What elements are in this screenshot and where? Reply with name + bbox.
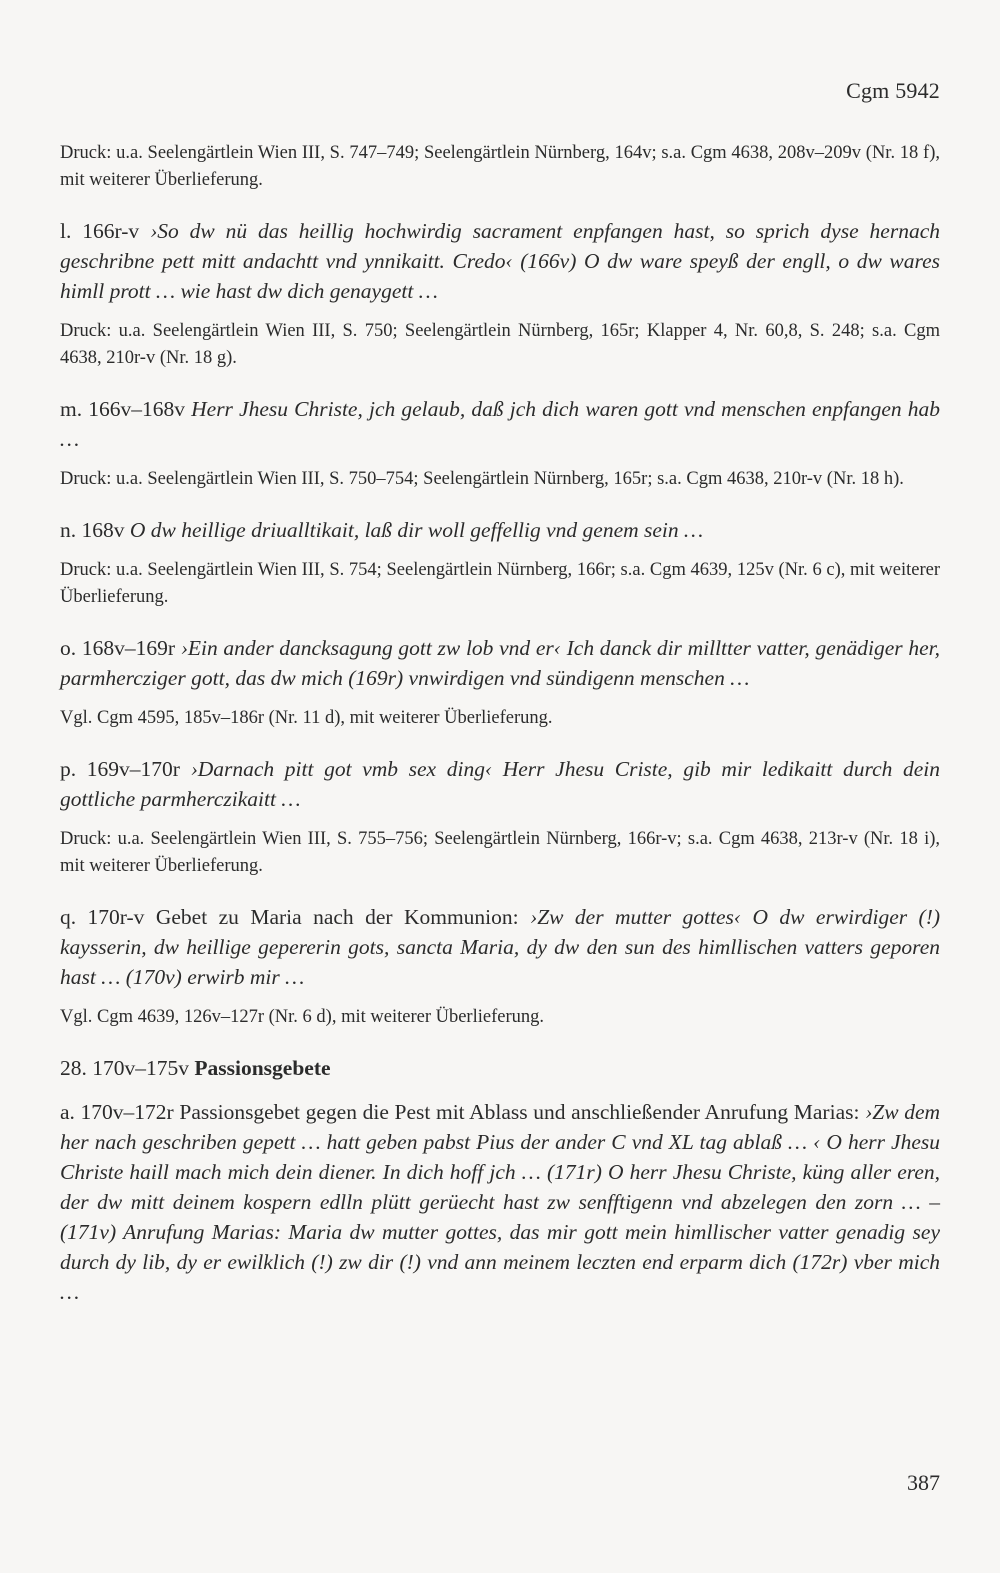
section-title: Passionsgebete [194, 1056, 331, 1080]
catalog-entries [60, 140, 940, 1319]
print-reference-note: Druck: u.a. Seelengärtlein Wien III, S. 750; Seelengärtlein Nürnberg, 165r; Klapper 4, Nr. 60,8, S. 248; s.a. Cgm 4638, 210r-v (Nr. 18 g). [60, 321, 940, 368]
comparison-note: Vgl. Cgm 4639, 126v–127r (Nr. 6 d), mit weiterer Überlieferung. [60, 1007, 544, 1027]
print-reference-note: Druck: u.a. Seelengärtlein Wien III, S. 754; Seelengärtlein Nürnberg, 166r; s.a. Cgm 4639, 125v (Nr. 6 c), mit weiterer Überlieferung. [60, 560, 940, 607]
prayer-entry-l [60, 216, 940, 306]
entry-incipit: O dw heillige driualltikait, laß dir woll geffellig vnd genem sein … [129, 518, 704, 542]
entry-label: a. 170v–172r [60, 1100, 174, 1124]
entry-label: o. 168v–169r [60, 636, 175, 660]
prayer-entry-p [60, 754, 940, 814]
page [60, 0, 940, 1573]
entry-description: Gebet zu Maria nach der Kommunion: [155, 905, 519, 929]
section-heading [60, 1053, 940, 1083]
running-head-shelfmark: Cgm 5942 [846, 78, 940, 103]
comparison-note: Vgl. Cgm 4595, 185v–186r (Nr. 11 d), mit weiterer Überlieferung. [60, 708, 553, 728]
entry-incipit: ›Ein ander dancksagung gott zw lob vnd er‹ Ich danck dir milltter vatter, genädiger her, parmhercziger gott, das dw mich (169r) vnwirdigen vnd sündigenn menschen … [60, 636, 940, 690]
print-reference-note: Druck: u.a. Seelengärtlein Wien III, S. 747–749; Seelengärtlein Nürnberg, 164v; s.a. Cgm 4638, 208v–209v (Nr. 18 f), mit weiterer Überlieferung. [60, 143, 940, 190]
prayer-entry-q [60, 902, 940, 992]
entry-incipit: ›Zw der mutter gottes‹ O dw erwirdiger (!) kaysserin, dw heillige gepererin gots, sancta Maria, dy dw den sun des himllischen vatters geporen hast … (170v) erwirb mir … [60, 905, 941, 989]
entry-description: Passionsgebet gegen die Pest mit Ablass und anschließender Anrufung Marias: [179, 1100, 860, 1124]
entry-label: p. 169v–170r [60, 757, 180, 781]
entry-label: n. 168v [60, 518, 125, 542]
entry-incipit: ›So dw nü das heillig hochwirdig sacrament enpfangen hast, so sprich dyse hernach geschribne pett mitt andachtt vnd ynnikaitt. Credo‹ (166v) O dw ware speyß der engll, o dw wares himll prott … wie hast dw dich genaygett … [60, 219, 940, 303]
prayer-entry-o [60, 633, 940, 693]
prayer-entry-a [60, 1097, 940, 1307]
entry-label: q. 170r-v [60, 905, 145, 929]
entry-incipit: ›Zw dem her nach geschriben gepett … hatt geben pabst Pius der ander C vnd XL tag ablaß … ‹ O herr Jhesu Christe haill mach mich dein diener. In dich hoff jch … (171r) O herr Jhesu Christe, küng aller eren, der dw mitt deinem kospern edlln plütt gerüecht hast zw senfftigenn vnd abzelegen den zorn … – (171v) Anrufung Marias: Maria dw mutter gottes, das mir gott mein himllischer vatter genadig sey durch dy lib, dy er ewilklich (!) zw dir (!) vnd ann meinem leczten end erparm dich (172r) vber mich … [60, 1100, 941, 1304]
entry-incipit: ›Darnach pitt got vmb sex ding‹ Herr Jhesu Criste, gib mir ledikaitt durch dein gottliche parmherczikaitt … [60, 757, 941, 811]
section-label: 28. 170v–175v [60, 1056, 189, 1080]
print-reference-note: Druck: u.a. Seelengärtlein Wien III, S. 750–754; Seelengärtlein Nürnberg, 165r; s.a. Cgm 4638, 210r-v (Nr. 18 h). [60, 469, 904, 489]
prayer-entry-n [60, 515, 940, 545]
entry-label: l. 166r-v [60, 219, 140, 243]
entry-incipit: Herr Jhesu Christe, jch gelaub, daß jch dich waren gott vnd menschen enpfangen hab … [60, 397, 941, 451]
page-number: 387 [907, 1470, 940, 1495]
print-reference-note: Druck: u.a. Seelengärtlein Wien III, S. 755–756; Seelengärtlein Nürnberg, 166r-v; s.a. Cgm 4638, 213r-v (Nr. 18 i), mit weiterer Überlieferung. [60, 829, 940, 876]
prayer-entry-m [60, 394, 940, 454]
entry-label: m. 166v–168v [60, 397, 185, 421]
